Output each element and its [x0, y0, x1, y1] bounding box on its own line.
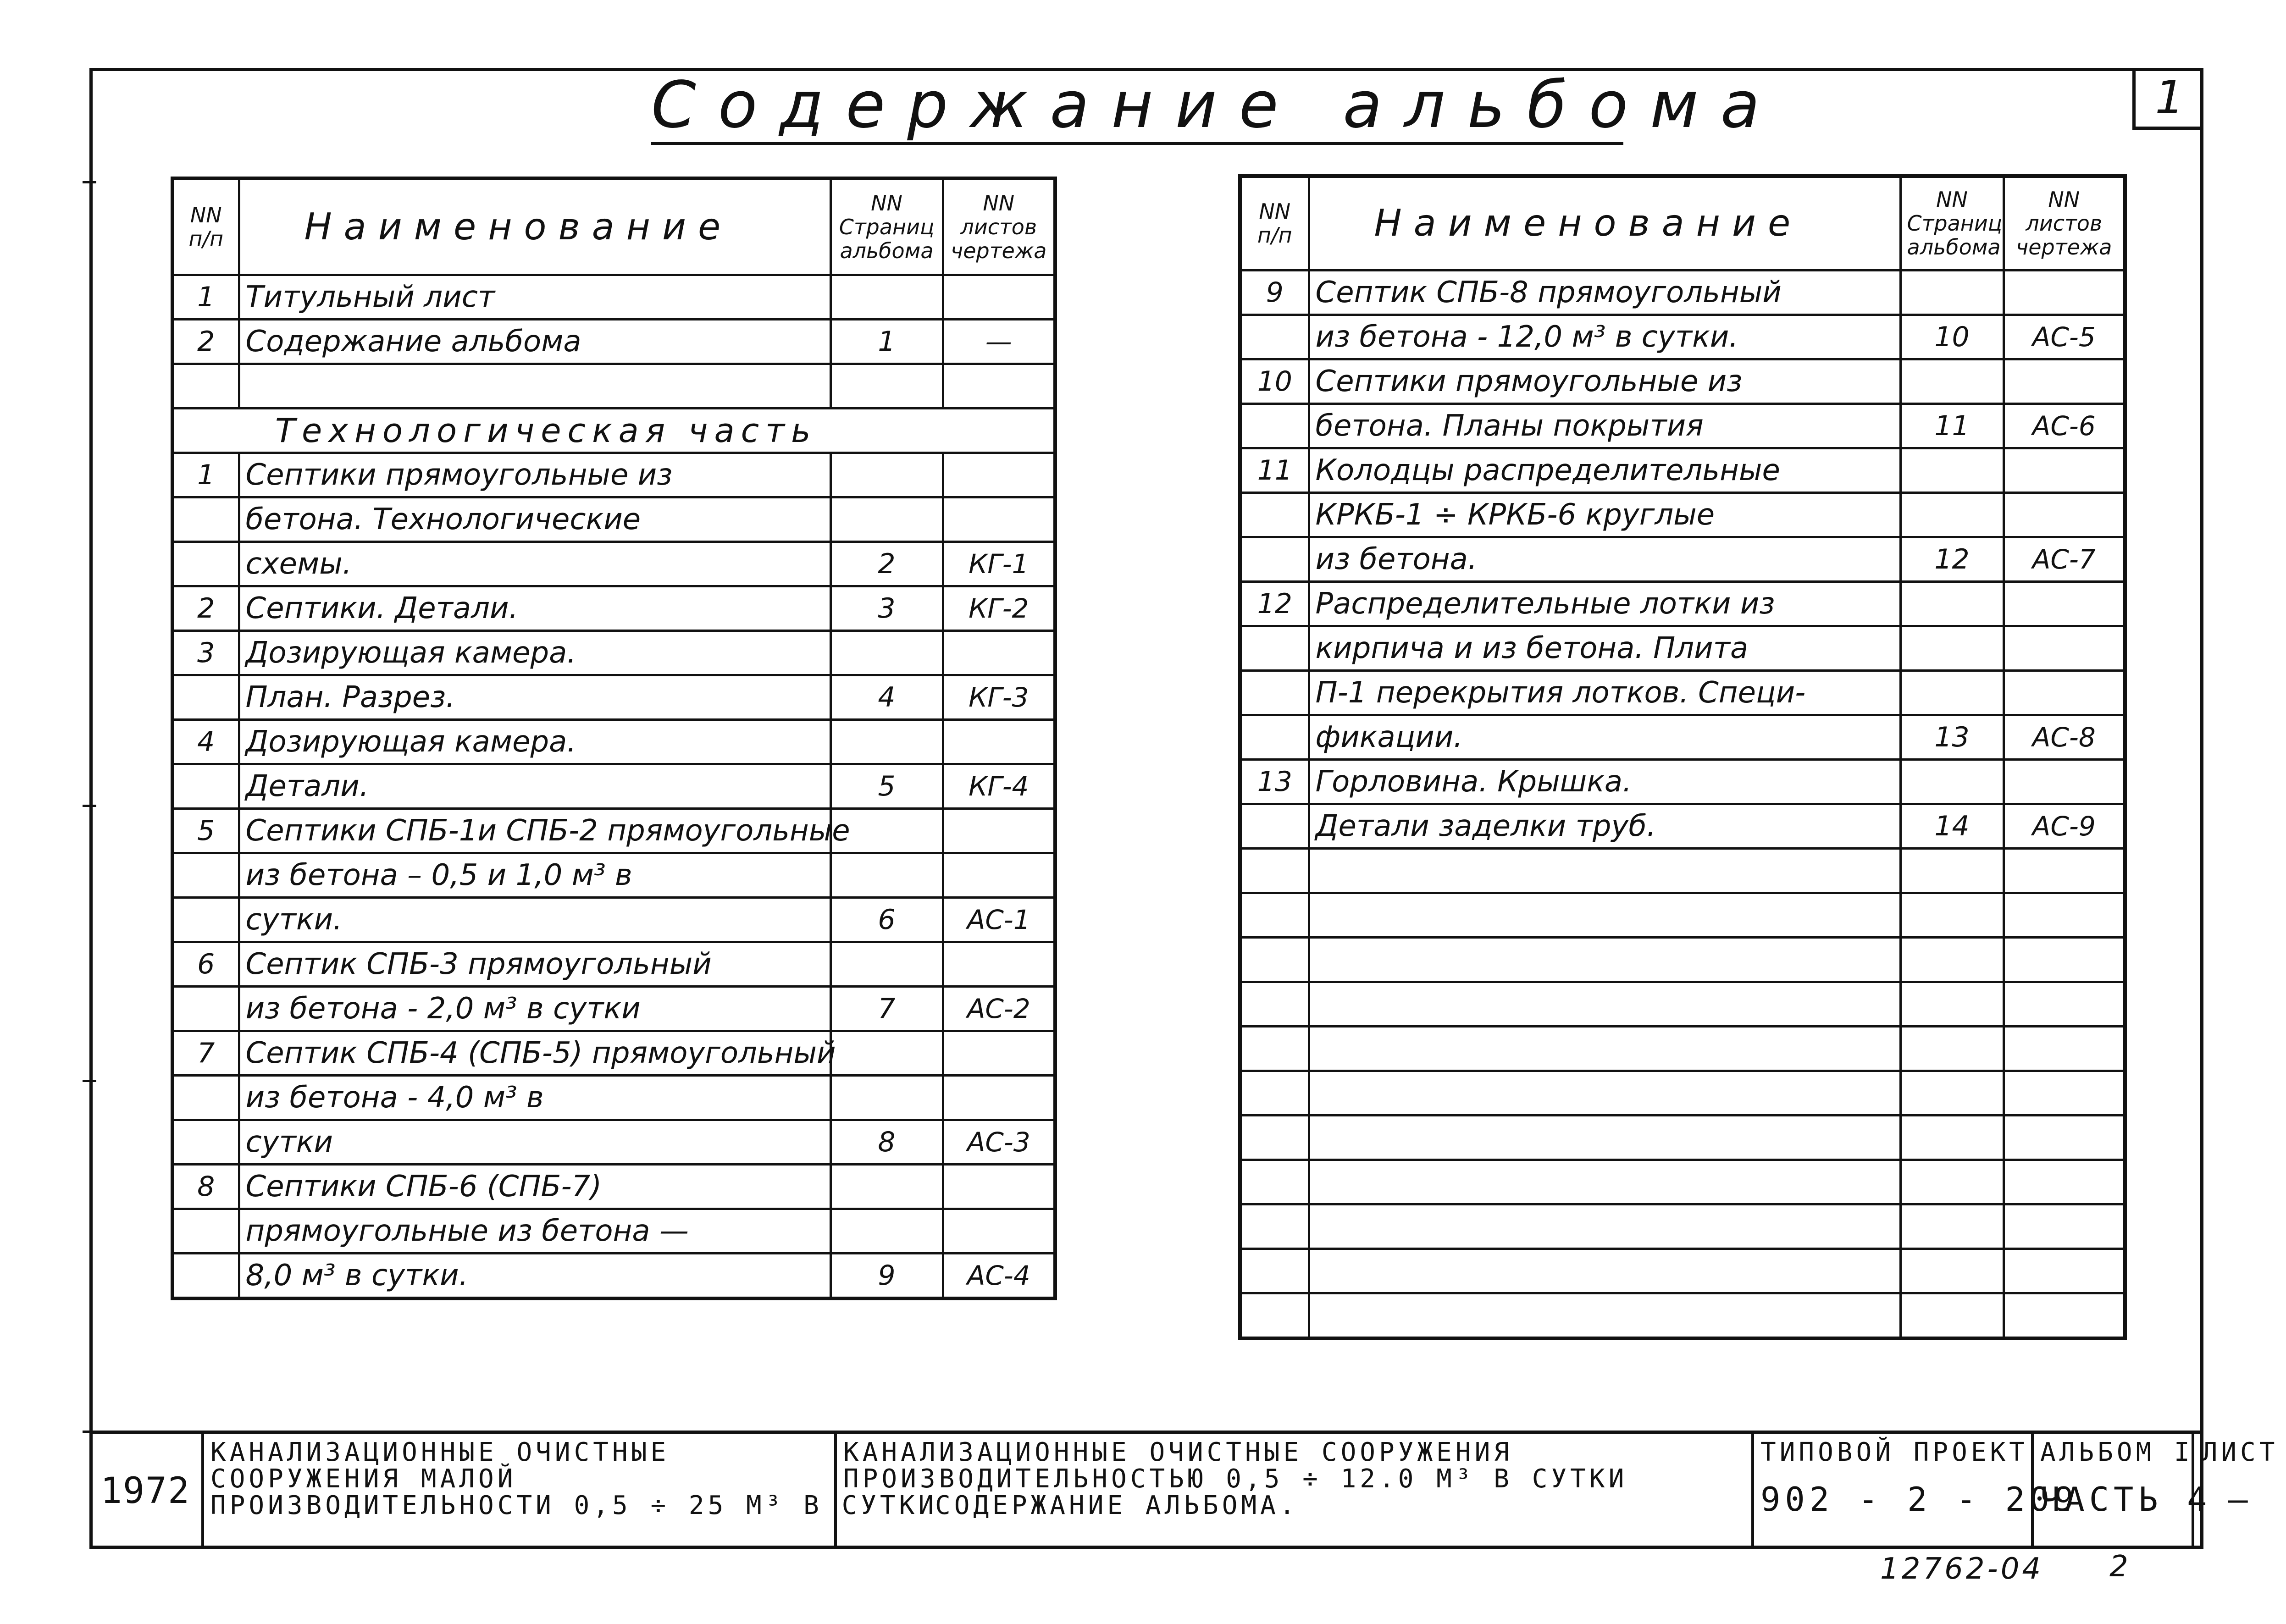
row-name — [1309, 848, 1900, 893]
table-row — [172, 319, 1055, 364]
table-row — [172, 541, 1055, 586]
table-row — [1240, 982, 2125, 1026]
row-number — [172, 675, 239, 719]
archive-sheet: 2 — [2109, 1550, 2128, 1584]
table-row — [172, 764, 1055, 808]
contents-table-right — [1238, 174, 2127, 1340]
table-row — [1240, 1160, 2125, 1204]
row-page: 1 — [830, 319, 943, 364]
row-sheet — [943, 942, 1055, 986]
row-name: Содержание альбома — [239, 319, 830, 364]
row-number: 1 — [172, 275, 239, 319]
table-row — [1240, 1026, 2125, 1071]
row-sheet: АС-9 — [2004, 804, 2125, 848]
row-number — [1240, 670, 1309, 715]
row-number — [1240, 626, 1309, 670]
table-row — [172, 1209, 1055, 1253]
row-number — [1240, 1026, 1309, 1071]
table-row — [172, 719, 1055, 764]
row-sheet: АС-2 — [943, 986, 1055, 1031]
row-sheet — [2004, 1293, 2125, 1338]
row-name: П-1 перекрытия лотков. Специ- — [1309, 670, 1900, 715]
table-row — [172, 586, 1055, 630]
row-page: 10 — [1900, 315, 2004, 359]
table-row — [1240, 670, 2125, 715]
row-sheet: АС-7 — [2004, 537, 2125, 581]
table-row — [172, 808, 1055, 853]
row-page: 2 — [830, 541, 943, 586]
row-page — [830, 1164, 943, 1209]
row-name — [1309, 1204, 1900, 1248]
row-name: из бетона - 4,0 м³ в — [239, 1075, 830, 1120]
row-number: 4 — [172, 719, 239, 764]
row-number — [172, 1120, 239, 1164]
row-number — [1240, 492, 1309, 537]
row-number — [172, 497, 239, 541]
row-number: 12 — [1240, 581, 1309, 626]
row-page: 14 — [1900, 804, 2004, 848]
row-page — [830, 275, 943, 319]
row-page — [830, 719, 943, 764]
row-name: из бетона - 2,0 м³ в сутки — [239, 986, 830, 1031]
table-row — [172, 675, 1055, 719]
table-row — [1240, 937, 2125, 982]
row-number — [172, 541, 239, 586]
row-number — [172, 1209, 239, 1253]
row-name — [239, 364, 830, 408]
row-number: 6 — [172, 942, 239, 986]
row-page: 4 — [830, 675, 943, 719]
row-name: Титульный лист — [239, 275, 830, 319]
table-row — [1240, 492, 2125, 537]
header-name: Наименование — [1309, 176, 1900, 270]
row-page — [1900, 626, 2004, 670]
row-number — [172, 1075, 239, 1120]
table-row — [1240, 715, 2125, 759]
row-number: 2 — [172, 319, 239, 364]
row-sheet — [2004, 448, 2125, 492]
table-row — [172, 497, 1055, 541]
row-sheet — [2004, 492, 2125, 537]
row-sheet: АС-1 — [943, 897, 1055, 942]
row-page: 8 — [830, 1120, 943, 1164]
row-number — [1240, 1204, 1309, 1248]
page-title: Содержание альбома — [651, 69, 1623, 145]
row-name: 8,0 м³ в сутки. — [239, 1253, 830, 1298]
row-page — [1900, 1071, 2004, 1115]
row-page — [830, 942, 943, 986]
row-page — [1900, 1293, 2004, 1338]
title-block-organization: КАНАЛИЗАЦИОННЫЕ ОЧИСТНЫЕ СООРУЖЕНИЯ МАЛОЙ ПРОИЗВОДИТЕЛЬНОСТИ 0,5 ÷ 25 М³ В СУТКИ — [204, 1434, 837, 1548]
row-page — [1900, 270, 2004, 315]
row-page — [1900, 937, 2004, 982]
table-row — [1240, 270, 2125, 315]
row-page — [830, 853, 943, 897]
row-number — [172, 853, 239, 897]
row-name: схемы. — [239, 541, 830, 586]
edge-tick — [83, 805, 96, 807]
table-row — [1240, 581, 2125, 626]
row-page — [830, 364, 943, 408]
row-page: 5 — [830, 764, 943, 808]
row-name: фикации. — [1309, 715, 1900, 759]
row-number — [1240, 1248, 1309, 1293]
row-number — [1240, 804, 1309, 848]
row-sheet — [2004, 670, 2125, 715]
table-row — [1240, 804, 2125, 848]
row-number: 7 — [172, 1031, 239, 1075]
row-sheet — [2004, 1026, 2125, 1071]
row-name — [1309, 1293, 1900, 1338]
row-sheet — [2004, 937, 2125, 982]
page-number: 1 — [2132, 68, 2203, 130]
row-sheet: АС-5 — [2004, 315, 2125, 359]
row-number — [1240, 1071, 1309, 1115]
row-number — [1240, 1115, 1309, 1160]
edge-tick — [83, 1080, 96, 1082]
row-name: Распределительные лотки из — [1309, 581, 1900, 626]
table-row — [172, 986, 1055, 1031]
header-sheet: NN листов чертежа — [2004, 176, 2125, 270]
table-row — [1240, 403, 2125, 448]
row-number — [1240, 1160, 1309, 1204]
row-sheet: АС-4 — [943, 1253, 1055, 1298]
row-name: Септик СПБ-8 прямоугольный — [1309, 270, 1900, 315]
row-page — [1900, 1026, 2004, 1071]
row-page — [1900, 759, 2004, 804]
row-name: сутки. — [239, 897, 830, 942]
row-sheet: АС-6 — [2004, 403, 2125, 448]
row-sheet — [943, 275, 1055, 319]
row-sheet — [943, 808, 1055, 853]
row-sheet: КГ-3 — [943, 675, 1055, 719]
row-page: 7 — [830, 986, 943, 1031]
table-row — [172, 1031, 1055, 1075]
row-number — [1240, 715, 1309, 759]
table-row — [1240, 848, 2125, 893]
row-name: Септики СПБ-6 (СПБ-7) — [239, 1164, 830, 1209]
row-page — [1900, 581, 2004, 626]
table-row — [172, 453, 1055, 497]
row-page: 13 — [1900, 715, 2004, 759]
row-name: сутки — [239, 1120, 830, 1164]
row-sheet — [2004, 1115, 2125, 1160]
table-row — [172, 275, 1055, 319]
header-num: NN п/п — [1240, 176, 1309, 270]
title-block-album: АЛЬБОМ I ЧАСТЬ 4 — [2034, 1434, 2194, 1548]
title-block-year: 1972 — [89, 1434, 204, 1548]
table-row — [1240, 759, 2125, 804]
row-page — [1900, 982, 2004, 1026]
row-page — [830, 1031, 943, 1075]
row-number — [1240, 537, 1309, 581]
table-row — [1240, 1293, 2125, 1338]
row-sheet — [943, 719, 1055, 764]
row-sheet: — — [943, 319, 1055, 364]
table-row — [1240, 448, 2125, 492]
row-page — [1900, 1248, 2004, 1293]
row-name: бетона. Планы покрытия — [1309, 403, 1900, 448]
row-number: 5 — [172, 808, 239, 853]
row-number — [1240, 937, 1309, 982]
row-page: 3 — [830, 586, 943, 630]
row-name: из бетона. — [1309, 537, 1900, 581]
row-page: 11 — [1900, 403, 2004, 448]
table-row — [1240, 1204, 2125, 1248]
row-sheet — [943, 364, 1055, 408]
row-name: Детали. — [239, 764, 830, 808]
row-name: кирпича и из бетона. Плита — [1309, 626, 1900, 670]
contents-table-left — [171, 177, 1057, 1300]
row-sheet — [943, 1031, 1055, 1075]
row-sheet — [2004, 270, 2125, 315]
table-row — [172, 853, 1055, 897]
row-number: 13 — [1240, 759, 1309, 804]
row-sheet — [943, 1164, 1055, 1209]
row-page — [1900, 670, 2004, 715]
row-number — [1240, 403, 1309, 448]
table-row — [1240, 1115, 2125, 1160]
row-number — [1240, 848, 1309, 893]
section-row — [172, 408, 1055, 453]
row-number — [172, 364, 239, 408]
row-sheet: КГ-2 — [943, 586, 1055, 630]
row-page — [1900, 448, 2004, 492]
row-sheet: КГ-4 — [943, 764, 1055, 808]
row-number: 8 — [172, 1164, 239, 1209]
row-number: 11 — [1240, 448, 1309, 492]
table-row — [172, 1075, 1055, 1120]
row-number — [172, 986, 239, 1031]
section-title: Технологическая часть — [172, 408, 1055, 453]
row-sheet — [2004, 359, 2125, 403]
table-row — [1240, 359, 2125, 403]
table-row — [1240, 1248, 2125, 1293]
row-name: Дозирующая камера. — [239, 719, 830, 764]
row-sheet — [943, 630, 1055, 675]
row-number — [1240, 893, 1309, 937]
row-page — [1900, 1204, 2004, 1248]
table-row — [172, 364, 1055, 408]
row-name: КРКБ-1 ÷ КРКБ-6 круглые — [1309, 492, 1900, 537]
title-block-sheet: ЛИСТ – — [2202, 1437, 2279, 1519]
row-sheet — [943, 1209, 1055, 1253]
title-block-description: КАНАЛИЗАЦИОННЫЕ ОЧИСТНЫЕ СООРУЖЕНИЯ ПРОИЗВОДИТЕЛЬНОСТЬЮ 0,5 ÷ 12.0 М³ В СУТКИ СОДЕРЖАНИЕ АЛЬБОМА. — [837, 1434, 1754, 1548]
row-sheet — [2004, 848, 2125, 893]
row-sheet — [2004, 1071, 2125, 1115]
row-sheet — [2004, 581, 2125, 626]
row-name: Септики прямоугольные из — [239, 453, 830, 497]
row-sheet: АС-3 — [943, 1120, 1055, 1164]
row-sheet — [2004, 1248, 2125, 1293]
row-name: из бетона – 0,5 и 1,0 м³ в — [239, 853, 830, 897]
row-number — [1240, 1293, 1309, 1338]
title-block — [89, 1431, 2279, 1549]
row-page: 12 — [1900, 537, 2004, 581]
row-name — [1309, 982, 1900, 1026]
row-name: План. Разрез. — [239, 675, 830, 719]
row-number — [1240, 982, 1309, 1026]
row-name — [1309, 893, 1900, 937]
row-number: 10 — [1240, 359, 1309, 403]
row-page — [830, 630, 943, 675]
row-name — [1309, 1115, 1900, 1160]
row-name: прямоугольные из бетона — — [239, 1209, 830, 1253]
row-sheet — [2004, 759, 2125, 804]
row-sheet — [2004, 626, 2125, 670]
row-number: 2 — [172, 586, 239, 630]
row-name: бетона. Технологические — [239, 497, 830, 541]
row-number — [1240, 315, 1309, 359]
row-sheet — [943, 853, 1055, 897]
table-row — [172, 1164, 1055, 1209]
row-sheet — [2004, 1204, 2125, 1248]
row-name: Септики СПБ-1и СПБ-2 прямоугольные — [239, 808, 830, 853]
row-name: Септики. Детали. — [239, 586, 830, 630]
row-sheet: АС-8 — [2004, 715, 2125, 759]
table-row — [172, 1253, 1055, 1298]
row-page — [1900, 359, 2004, 403]
row-page — [830, 453, 943, 497]
header-page: NN Страниц альбома — [830, 178, 943, 275]
row-number: 1 — [172, 453, 239, 497]
row-name: Детали заделки труб. — [1309, 804, 1900, 848]
row-sheet — [943, 497, 1055, 541]
row-name: Дозирующая камера. — [239, 630, 830, 675]
row-sheet — [2004, 982, 2125, 1026]
edge-tick — [83, 181, 96, 183]
row-sheet — [943, 453, 1055, 497]
table-row — [1240, 537, 2125, 581]
header-num: NN п/п — [172, 178, 239, 275]
row-page — [1900, 1160, 2004, 1204]
row-sheet: КГ-1 — [943, 541, 1055, 586]
row-sheet — [2004, 893, 2125, 937]
row-page: 6 — [830, 897, 943, 942]
table-row — [172, 942, 1055, 986]
row-name — [1309, 1026, 1900, 1071]
table-row — [1240, 893, 2125, 937]
table-row — [172, 630, 1055, 675]
table-row — [1240, 626, 2125, 670]
row-number: 9 — [1240, 270, 1309, 315]
header-sheet: NN листов чертежа — [943, 178, 1055, 275]
row-page — [1900, 1115, 2004, 1160]
row-page: 9 — [830, 1253, 943, 1298]
row-page — [1900, 848, 2004, 893]
row-number — [172, 764, 239, 808]
table-row — [172, 897, 1055, 942]
row-name: Горловина. Крышка. — [1309, 759, 1900, 804]
row-name — [1309, 1160, 1900, 1204]
row-sheet — [943, 1075, 1055, 1120]
header-page: NN Страниц альбома — [1900, 176, 2004, 270]
row-number — [172, 1253, 239, 1298]
row-page — [1900, 893, 2004, 937]
table-row — [1240, 315, 2125, 359]
row-name — [1309, 1071, 1900, 1115]
header-name: Наименование — [239, 178, 830, 275]
archive-number: 12762-04 — [1880, 1552, 2044, 1586]
row-number: 3 — [172, 630, 239, 675]
row-name — [1309, 937, 1900, 982]
row-name: Септик СПБ-3 прямоугольный — [239, 942, 830, 986]
title-block-project: ТИПОВОЙ ПРОЕКТ 902 - 2 - 209 — [1754, 1434, 2034, 1548]
row-number — [172, 897, 239, 942]
row-page — [830, 1209, 943, 1253]
table-row — [172, 1120, 1055, 1164]
row-name: Колодцы распределительные — [1309, 448, 1900, 492]
row-name: Септик СПБ-4 (СПБ-5) прямоугольный — [239, 1031, 830, 1075]
row-page — [1900, 492, 2004, 537]
row-name — [1309, 1248, 1900, 1293]
row-name: из бетона - 12,0 м³ в сутки. — [1309, 315, 1900, 359]
row-page — [830, 1075, 943, 1120]
row-page — [830, 497, 943, 541]
row-sheet — [2004, 1160, 2125, 1204]
row-name: Септики прямоугольные из — [1309, 359, 1900, 403]
table-row — [1240, 1071, 2125, 1115]
